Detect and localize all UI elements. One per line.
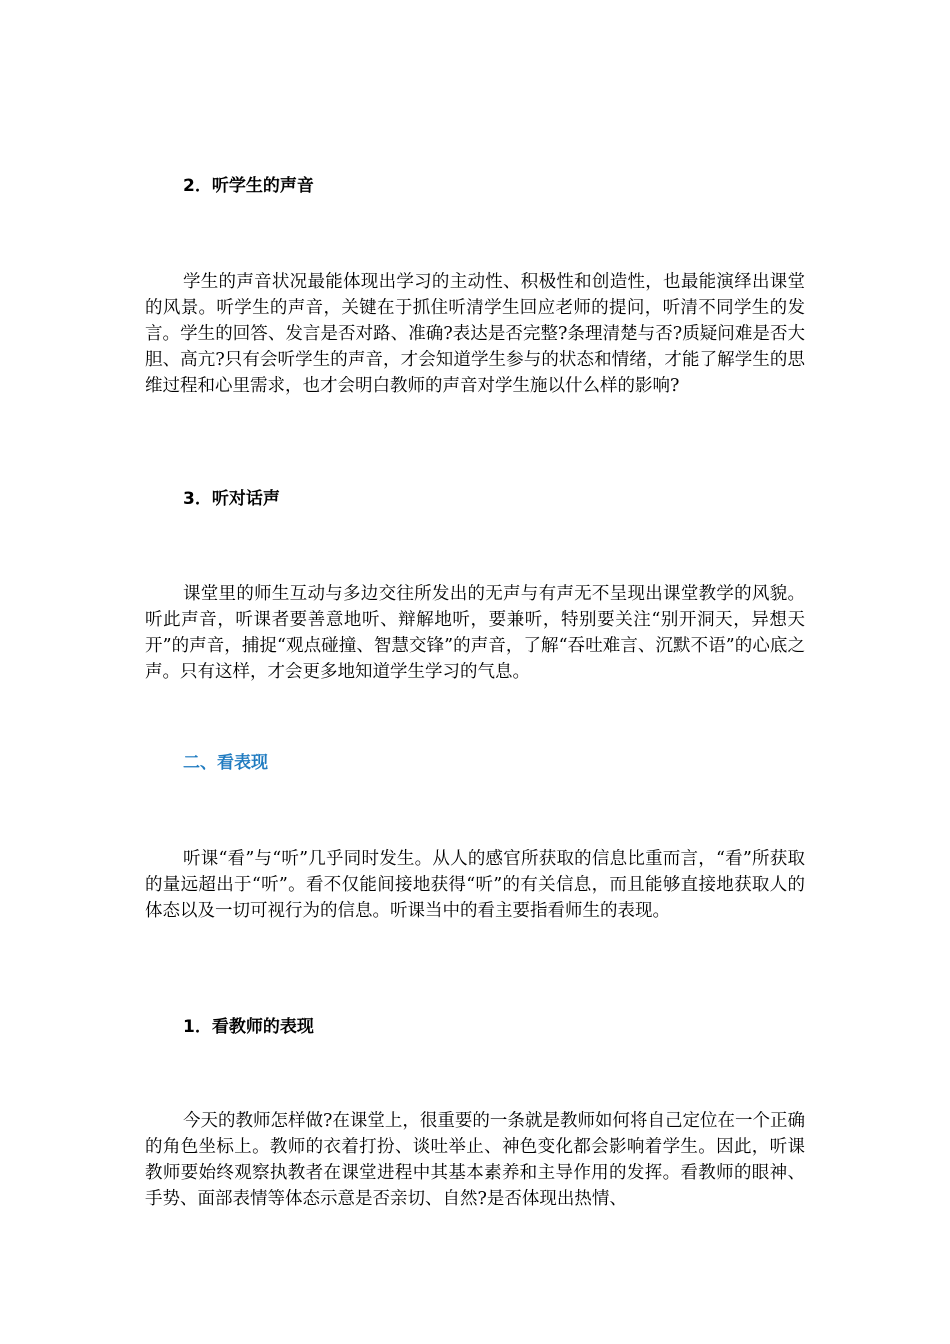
heading-watch-teacher: 1．看教师的表现 xyxy=(183,1017,314,1037)
paragraph-watch-performance: 听课“看”与“听”几乎同时发生。从人的感官所获取的信息比重而言，“看”所获取的量远超出于“听”。看不仅能间接地获得“听”的有关信息，而且能够直接地获取人的体态以及一切可视行为的信息。听课当中的看主要指看师生的表现。 xyxy=(145,849,805,921)
paragraph-listen-dialogue: 课堂里的师生互动与多边交往所发出的无声与有声无不呈现出课堂教学的风貌。听此声音，听课者要善意地听、辩解地听，要兼听，特别要关注“别开洞天，异想天开”的声音，捕捉“观点碰撞、智慧交锋”的声音，了解“吞吐难言、沉默不语”的心底之声。只有这样，才会更多地知道学生学习的气息。 xyxy=(145,584,805,682)
paragraph-listen-students-voice: 学生的声音状况最能体现出学习的主动性、积极性和创造性，也最能演绎出课堂的风景。听学生的声音，关键在于抓住听清学生回应老师的提问，听清不同学生的发言。学生的回答、发言是否对路、准确?表达是否完整?条理清楚与否?质疑问难是否大胆、高亢?只有会听学生的声音，才会知道学生参与的状态和情绪，才能了解学生的思维过程和心里需求，也才会明白教师的声音对学生施以什么样的影响? xyxy=(145,272,805,396)
paragraph-watch-teacher: 今天的教师怎样做?在课堂上，很重要的一条就是教师如何将自己定位在一个正确的角色坐标上。教师的衣着打扮、谈吐举止、神色变化都会影响着学生。因此，听课教师要始终观察执教者在课堂进程中其基本素养和主导作用的发挥。看教师的眼神、手势、面部表情等体态示意是否亲切、自然?是否体现出热情、 xyxy=(145,1111,805,1209)
heading-listen-students-voice: 2．听学生的声音 xyxy=(183,176,314,196)
heading-listen-dialogue: 3．听对话声 xyxy=(183,489,280,509)
heading-watch-performance: 二、看表现 xyxy=(183,753,268,773)
